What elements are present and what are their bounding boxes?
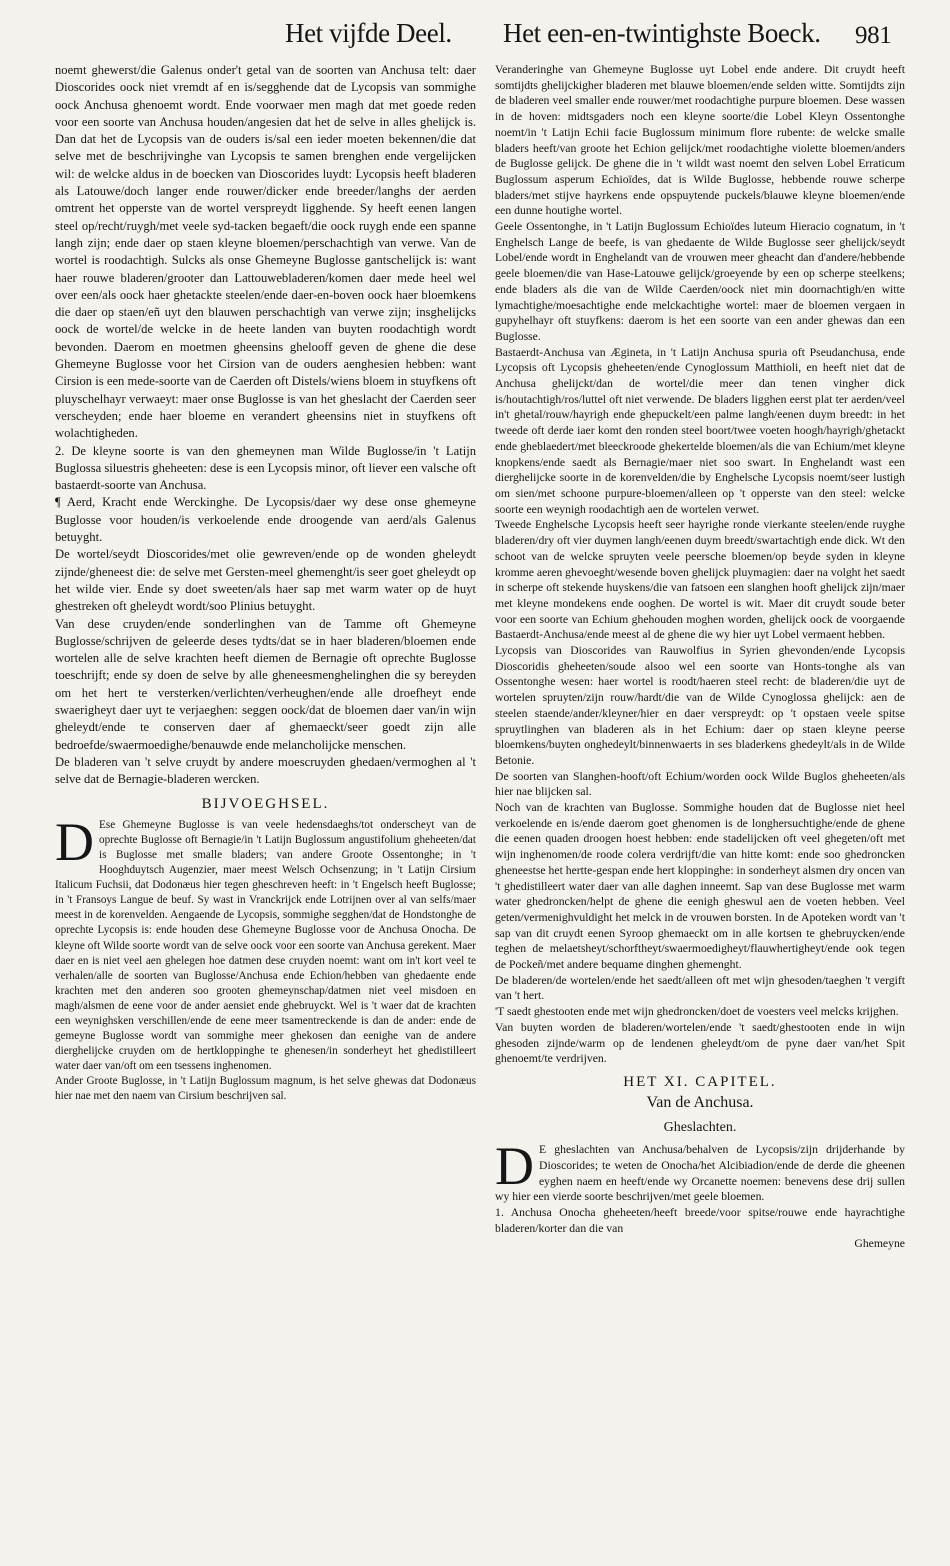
- chapter-paragraph-1: 1. Anchusa Onocha gheheeten/heeft breede/voor spitse/rouwe ende hayrachtighe bladeren/korter dan die van: [495, 1205, 905, 1235]
- left-paragraph-1: noemt ghewerst/die Galenus onder't getal van de soorten van Anchusa telt: daer Dioscorides oock niet vremdt af en is/segghende dat de Lycopsis van sommighe oock Anchusa ghenoemt wordt. Ende voorwaer men magh dat met goede reden voor een soorte van Anchusa houden/angesien dat het de selve in alles ghelijck is. Dan dat het de Lycopsis van de ouders is/sal een ieder moeten bekennen/die dat selve met de beschrijvinghe van Lycopsis te samen brenghen ende vergelijcken wil: de welcke aldus in de boecken van Dioscorides luydt: Lycopsis heeft bladeren als Latouwe/doch langer ende rouwer/dicker ende breeder/langhs der aerden omtrent het opperste van de wortel verspreydt ligghende. Sy heeft eenen langen steel op/recht/ruygh/met veele syd-tacken begaeft/die oock ruygh ende een spanne langh zijn; ende daer op staen kleyne bloemen/perschachtigh van verwe. Van de wortel is roodachtigh. Sulcks als onse Ghemeyne Buglosse gantschelijck is: want haer rouwe bladeren/grooter dan Lattouwebladeren/komen daer mede heel wel over een/als oock haer ghetackte steelen/ende daer-en-boven oock haer bloemkens die daer op staen/eñ uyt den blauwen perschachtigh van verwe zijn; insghelijcks oock de wortel/de welcke in de heete landen van buyten roodachtigh wordt bevonden. Daerom en moetmen gheensins ghelooff geven de ghene die dese Ghemeyne Buglosse voor het Cirsion van de ouders aenghesien hebben: want Cirsion is een mede-soorte van de Caerden oft Distels/wiens bloem in stuyfkens oft pluyschelhayr verwaeyt: maer onse Buglosse is van het gheslacht der Caerden seer verscheyden; ende haer bloeme en verandert gheensins niet in stuyfkens oft wolachtigheden.: [55, 63, 476, 441]
- left-paragraph-3: ¶ Aerd, Kracht ende Werckinghe. De Lycopsis/daer wy dese onse ghemeyne Buglosse voor houden/is verkoelende ende droogende van aerd/als Galenus betuyght.: [55, 495, 476, 545]
- right-paragraph-10: Van buyten worden de bladeren/wortelen/ende 't saedt/ghestooten ende in wijn ghesoden zijnde/warm op de lendenen gheleydt/om de pyne daer van/het Spit ghenoemt/te verdrijven.: [495, 1020, 905, 1066]
- right-paragraph-9: 'T saedt ghestooten ende met wijn ghedroncken/doet de voesters veel melcks krijghen.: [495, 1005, 899, 1019]
- bijvoeghsel-heading: BIJVOEGHSEL.: [201, 796, 330, 813]
- right-column: [495, 62, 905, 1252]
- left-paragraph-6: De bladeren van 't selve cruydt by andere moescruyden ghedaen/vermoghen al 't selve dat de Bernagie-bladeren wercken.: [55, 754, 476, 787]
- left-paragraph-5: Van dese cruyden/ende sonderlinghen van de Tamme oft Ghemeyne Buglosse/schrijven de geleerde deses tydts/dat se in haer bladeren/bloemen ende wortelen alle de selve krachten heeft diemen de Bernagie oft oprechte Buglosse toeschrijft; ende sy doen de selve by alle gheneesmenghelinghen die sy bereyden om het hert te versterken/verlichten/verheughen/ende alle droefheyt ende swaerigheyt daer uyt te verjaeghen: seggen oock/dat de bloemen daer van/in wijn gheleydt/ende te conserven daer af ghemaeckt/seer goedt zijn alle bedroefde/swaermoedighe/benauwde ende melancholijcke menschen.: [55, 616, 476, 752]
- chapter-heading: HET XI. CAPITEL.: [623, 1074, 777, 1090]
- right-paragraph-2: Geele Ossentonghe, in 't Latijn Buglossum Echioïdes luteum Hieracio cognatum, in 't Enghelsch Lange de beefe, is van ghedaente de Wilde Buglosse seer ghelijck/seydt Lobel/ende wordt in Enghelandt van de vrouwen meer gheacht dan d'andere/hebbende geele bloemen/die van Hase-Latouwe gelijck/groeyende by een op scherpe steelkens; ende bladers als die van de Wilde Caerden/oock niet min doornachtigh/en witte lymachtighe/moesachtighe ende melckachtighe wortel: maer de bloemen vergaen in gupyhelhayr oft stuyfkens: daerom is het een soorte van een ander ghewas dan een Buglosse.: [495, 220, 905, 343]
- chapter-title: Van de Anchusa.: [646, 1093, 754, 1111]
- chapter-text-block: [495, 1136, 905, 1205]
- drop-cap: D: [55, 811, 94, 872]
- bijvoeghsel-text: Ese Ghemeyne Buglosse is van veele hedensdaeghs/tot onderscheyt van de oprechte Buglosse oft Bernagie/in 't Latijn Buglossum angustifolium gheheeten/dat is Buglosse met smalle bladers; van andere Groote Ossentonghe; in 't Hooghduytsch Augenzier, maer meest Welsch Ochsenzung; in 't Latijn Cirsium Italicum Fuchsii, dat Dodonæus hier tegen gheschreven heeft: in 't Engelsch heeft Buglosse; in 't Fransoys Langue de beuf. Sy wast in Vranckrijck ende Lotrijnen over al van selfs/maer meest in de korenvelden. Aengaende de Lycopsis, sommighe segghen/dat de Hondstonghe de oprechte Lycopsis is: ende houden dese Ghemeyne Buglosse voor de Anchusa Onocha. De kleyne oft Wilde soorte wordt van de selve oock voor een soorte van Anchusa gerekent. Maer daer en is niet veel aen ghelegen hoe datmen dese cruyden noemt: want om in't kort veel te verhalen/alle de soorten van Buglosse/Anchusa ende Echion/hebben van ghedaente ende krachten met den anderen soo grooten ghemeynschap/datmen niet veel misdoen en magh/alsmen de eene voor de ander aensiet ende ghebruyckt. Wel is 't waer dat de krachten een weynighsken verschillen/ende de eene meer tsamentreckende is dan de ander: ende de gemeyne Buglosse wordt van sommighe meer ghekosen dan eenighe van de andere dierghelijcke cruyden om de hertkloppinghe te ghenesen/in sonderheyt het ghedistilleert water daer van/oft om een tsessens inghenomen.: [55, 818, 476, 1073]
- bijvoeghsel-tail: Ander Groote Buglosse, in 't Latijn Buglossum magnum, is het selve ghewas dat Dodonæus hier nae met den naem van Cirsium beschrijven sal.: [55, 1075, 476, 1103]
- right-paragraph-5: Lycopsis van Dioscorides van Rauwolfius in Syrien ghevonden/ende Lycopsis Dioscoridis gheheeten/soude alsoo wel een soorte van Honts-tonghe als van Ossentonghe wesen: haer wortel is roodt/haeren steel recht: de bladeren/die uyt de wortelen spruyten/zijn rouw/hardt/die van de Wilde Cynoglossa ghelijck: aen de steelen staende/ander/kleyner/hier en daer verspreydt: op 't opstaen veele spitse spruytlinghen van bladeren als in het Echium: daer op staen kleyne peerse bloemkens/buyten onghedeylt/binnenwaerts in ses bladerkens ghedeylt/als in de Wilde Betonie.: [495, 644, 905, 767]
- right-paragraph-8: De bladeren/de wortelen/ende het saedt/alleen oft met wijn ghesoden/taeghen 't vergift van 't hert.: [495, 973, 905, 1003]
- section-title: Gheslachten.: [663, 1120, 737, 1136]
- right-paragraph-4: Tweede Enghelsche Lycopsis heeft seer hayrighe ronde vierkante steelen/ende ruyghe bladeren/dry oft vier duymen langh/eenen duym breedt/swartachtigh ende dick. Wt den schoot van de welcke spruyten veele peersche bloemen/op beyde syden in kleyne kromme aeren ghevoeght/wesende boven ghelijck pluymagien: daer na volght het saedt in scherpe oft stekende huyskens/die van fatsoen een slanghen hooft ghelijck zijn/maer met kleyne mondekens ende ooghen. De wortel is wit. Maer dit cruydt soude beter voor een soorte van Echium ghehouden moghen worden, ghelijck oock de voorgaende Bastaerdt-Anchusa/ende meest al de ghene die wy hier uyt Lobel vermaent hebben.: [495, 518, 905, 642]
- left-paragraph-2: 2. De kleyne soorte is van den ghemeynen man Wilde Buglosse/in 't Latijn Buglossa siluestris gheheeten: dese is een Lycopsis minor, oft liever een valsche oft bastaerdt-soorte van Anchusa.: [55, 443, 476, 493]
- right-paragraph-1: Veranderinghe van Ghemeyne Buglosse uyt Lobel ende andere. Dit cruydt heeft somtijdts ghelijckigher bladeren met blauwe bloemen/ende selden witte. Somtijdts zijn de bladeren veel smaller ende rouwer/met roodachtighe purpure bloemen. Dese wassen in de hoven: midtsgaders noch een kleyne soorte/die Lobel Kleyn Ossentonghe noemt/in 't Latijn Echii facie Buglossum minimum flore rubente: de welcke smalle bladers heeft/van groote het Echion gelijck/met roodachtighe violette bloemen/anders de Buglosse gelijck. De ghene die in 't wildt wast noemt den selven Lobel Erraticum Buglossum asperum Echioïdes, dat is Wilde Buglosse, hebbende rouwe scherpe bladers/met stijve hayrkens ende opspuytende puckels/blauwe kleyne bloemen/ende een dunne houtighe wortel.: [495, 63, 905, 218]
- left-column: [55, 62, 476, 1105]
- right-paragraph-6: De soorten van Slanghen-hooft/oft Echium/worden oock Wilde Buglos gheheeten/als hier nae blijcken sal.: [495, 769, 905, 799]
- right-paragraph-3: Bastaerdt-Anchusa van Ægineta, in 't Latijn Anchusa spuria oft Pseudanchusa, ende Lycopsis oft Lycopsis gheheeten/ende Cynoglossum Matthioli, en heeft niet dat de Anchusa ghelijckt/dan de wortel/die meer dan tenen vingher dick is/houtachtigh/ros/luttel oft niet verwende. De bladers ligghen eerst plat ter aerden/veel in't ghetal/rouw/hayrigh ende ghepuckelt/een palme langh/eenen duym breedt: in het tweede oft derde iaer komt den ronden steel boort/twee voeten hoogh/hayrigh/ghetackt ende gheblaedert/met bleeckroode ghekertelde bloemen/als die van Echium/met kleyne knopkens/ende saedt als Bernagie/maer niet soo swart. In Enghelandt wast een dierghelijcke soorte in de korenvelden/die by Enghelsche Lycopsis noemt/seer lustigh om sien/met schoone purpure-bloemen/alleen op 't opperste van den steel: welcke soorte een weynigh roodachtigh aen de wortelen verwet.: [495, 345, 905, 516]
- running-head-right: Het een-en-twintighste Boeck.: [503, 18, 821, 48]
- chapter-text: E gheslachten van Anchusa/behalven de Lycopsis/zijn drijderhande by Dioscorides; te weten de Onocha/het Alcibiadion/ende de derde die gheenen eyghen naem en heeft/ende wy Orcanette noemen: benevens dese drij sullen wy hier een vierde soorte beschrijven/met geele bloemen.: [495, 1143, 905, 1204]
- drop-cap: D: [495, 1136, 534, 1197]
- running-head-left: Het vijfde Deel.: [285, 18, 452, 48]
- bijvoeghsel-text-block: [55, 811, 476, 1075]
- page-number: 981: [855, 22, 892, 49]
- left-paragraph-4: De wortel/seydt Dioscorides/met olie gewreven/ende op de wonden gheleydt zijnde/gheneest die: de selve met Gersten-meel ghemenght/is seer goet gheleydt op het wilde vier. Ende sy doet sweeten/als haer sap met warm water op de huyt ghestreken oft gheleydt wordt/soo Plinius betuyght.: [55, 547, 476, 614]
- catchword: Ghemeyne: [854, 1237, 905, 1251]
- right-paragraph-7: Noch van de krachten van Buglosse. Sommighe houden dat de Buglosse niet heel verkoelende en is/ende daerom goet ghenomen is de longhersuchtighe/ende de ghene die eenen quaden droogen hoest hebben: ende stadelijcken oft veel ghegeten/oft met wijn inghenomen/de roode colera verdrijft/die van hitte komt: ende soo ghedroncken gheneestse het hertte-gespan ende hert kloppinghe: in sonderheyt alsmen dry oncen van 't ghedistilleert water daer van alle daghen inneemt. Sap van dese Buglosse met warm water ghedroncken/helpt de ghene die eenigh gheswul aen de voeten hebben. Veel geten/vermenighvuldight het melck in de vrouwen borsten. In de Apoteken wordt van 't sap van dit cruydt eenen Syroop ghemaeckt om in alle kortsen te ghebruycken/ende teghen de melaetsheyt/schorftheyt/swaermoedigheyt/flauwhertigheyt/ende ook tegen de Pockeñ/met andere bequame dinghen ghemenght.: [495, 801, 905, 972]
